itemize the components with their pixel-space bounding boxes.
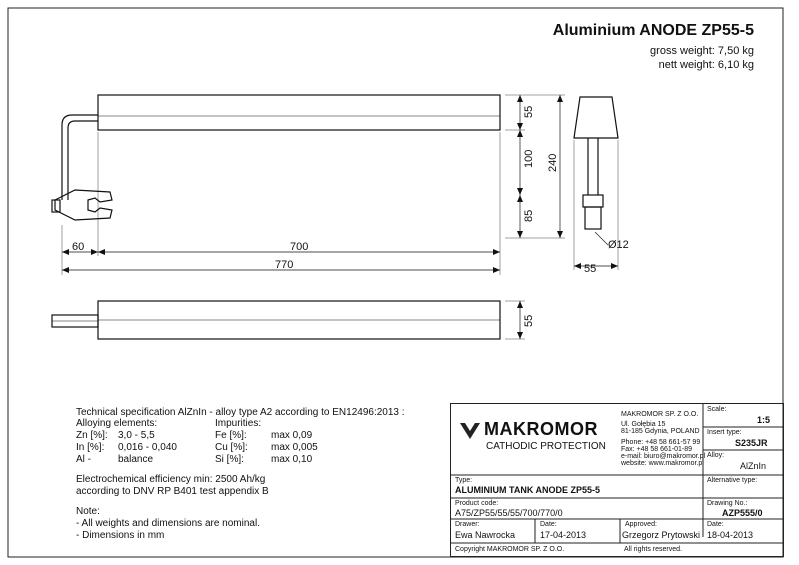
alloy-label: Alloy: [707, 452, 725, 459]
company-subtitle: CATHODIC PROTECTION [486, 441, 606, 452]
date-value: 17-04-2013 [540, 530, 587, 540]
dim-55-side: 55 [584, 263, 597, 275]
company-logo-text: MAKROMOR [484, 419, 598, 439]
alloy-value: AlZnIn [740, 461, 767, 471]
rights: All rights reserved. [624, 546, 682, 553]
address-line-1: Ul. Gołębia 15 [621, 421, 666, 428]
spec-heading: Technical specification AlZnIn - alloy type A2 according to EN12496:2013 : [76, 407, 405, 418]
cable-clamp [55, 190, 112, 220]
alt-type-label: Alternative type: [707, 477, 758, 484]
drawing-no-value: AZP555/0 [722, 508, 763, 518]
copyright: Copyright MAKROMOR SP. Z O.O. [455, 546, 565, 553]
dim-240: 240 [547, 153, 559, 172]
approved-date-label: Date: [707, 521, 724, 528]
product-code-value: A75/ZP55/55/55/700/770/0 [455, 508, 563, 518]
approved-label: Approved: [625, 521, 657, 528]
spec-ival-2: max 0,005 [271, 442, 318, 453]
fax: Fax: +48 58 661-01-89 [621, 446, 693, 453]
note-2: - Dimensions in mm [76, 530, 165, 541]
dim-60: 60 [72, 241, 85, 253]
company-name: MAKROMOR SP. Z O.O. [621, 411, 699, 418]
scale-label: Scale: [707, 406, 727, 413]
dim-770: 770 [275, 259, 294, 271]
spec-val-3: balance [118, 454, 154, 465]
top-view [52, 301, 500, 339]
gross-weight: gross weight: 7,50 kg [650, 45, 754, 57]
spec-imp-2: Cu [%]: [215, 442, 248, 453]
phone: Phone: +48 58 661-57 99 [621, 439, 701, 446]
spec-val-2: 0,016 - 0,040 [118, 442, 177, 453]
spec-el-1: Zn [%]: [76, 430, 108, 441]
email: e-mail: biuro@makromor.pl [621, 453, 706, 460]
note-heading: Note: [76, 506, 100, 517]
anode-profile [574, 97, 618, 138]
dim-55-top: 55 [523, 105, 535, 118]
spec-el-2: In [%]: [76, 442, 105, 453]
efficiency-line-1: Electrochemical efficiency min: 2500 Ah/kg [76, 474, 266, 485]
dim-700: 700 [290, 241, 309, 253]
dim-d12: Ø12 [608, 239, 629, 251]
nett-weight: nett weight: 6,10 kg [658, 59, 754, 71]
drawer-label: Drawer: [455, 521, 480, 528]
insert-label: Insert type: [707, 429, 742, 436]
impurities-heading: Impurities: [215, 418, 262, 429]
side-view [574, 97, 618, 229]
alloying-heading: Alloying elements: [76, 418, 158, 429]
anode-body-front [98, 95, 500, 130]
insert-value: S235JR [735, 438, 768, 448]
type-value: ALUMINIUM TANK ANODE ZP55-5 [455, 485, 601, 495]
website: website: www.makromor.pl [621, 460, 704, 467]
front-view [52, 95, 500, 220]
type-label: Type: [455, 477, 473, 484]
dim-100: 100 [523, 149, 535, 168]
makromor-logo-icon [460, 423, 480, 439]
efficiency-line-2: according to DNV RP B401 test appendix B [76, 486, 269, 497]
spec-val-1: 3,0 - 5,5 [118, 430, 155, 441]
spec-el-3: Al - [76, 454, 91, 465]
note-1: - All weights and dimensions are nominal. [76, 518, 260, 529]
spec-imp-1: Fe [%]: [215, 430, 247, 441]
drawing-no-label: Drawing No.: [707, 500, 748, 507]
dim-85: 85 [523, 209, 535, 222]
spec-ival-3: max 0,10 [271, 454, 313, 465]
spec-imp-3: Si [%]: [215, 454, 244, 465]
drawer-value: Ewa Nawrocka [455, 530, 516, 540]
scale-value: 1:5 [757, 415, 771, 425]
drawing-title: Aluminium ANODE ZP55-5 [552, 22, 754, 39]
address-line-2: 81-185 Gdynia, POLAND [621, 428, 700, 435]
product-code-label: Product code: [455, 500, 499, 507]
approved-value: Grzegorz Prytowski [622, 530, 701, 540]
date-label: Date: [540, 521, 557, 528]
spec-ival-1: max 0,09 [271, 430, 313, 441]
dim-55-bottom: 55 [523, 314, 535, 327]
approved-date-value: 18-04-2013 [707, 530, 754, 540]
